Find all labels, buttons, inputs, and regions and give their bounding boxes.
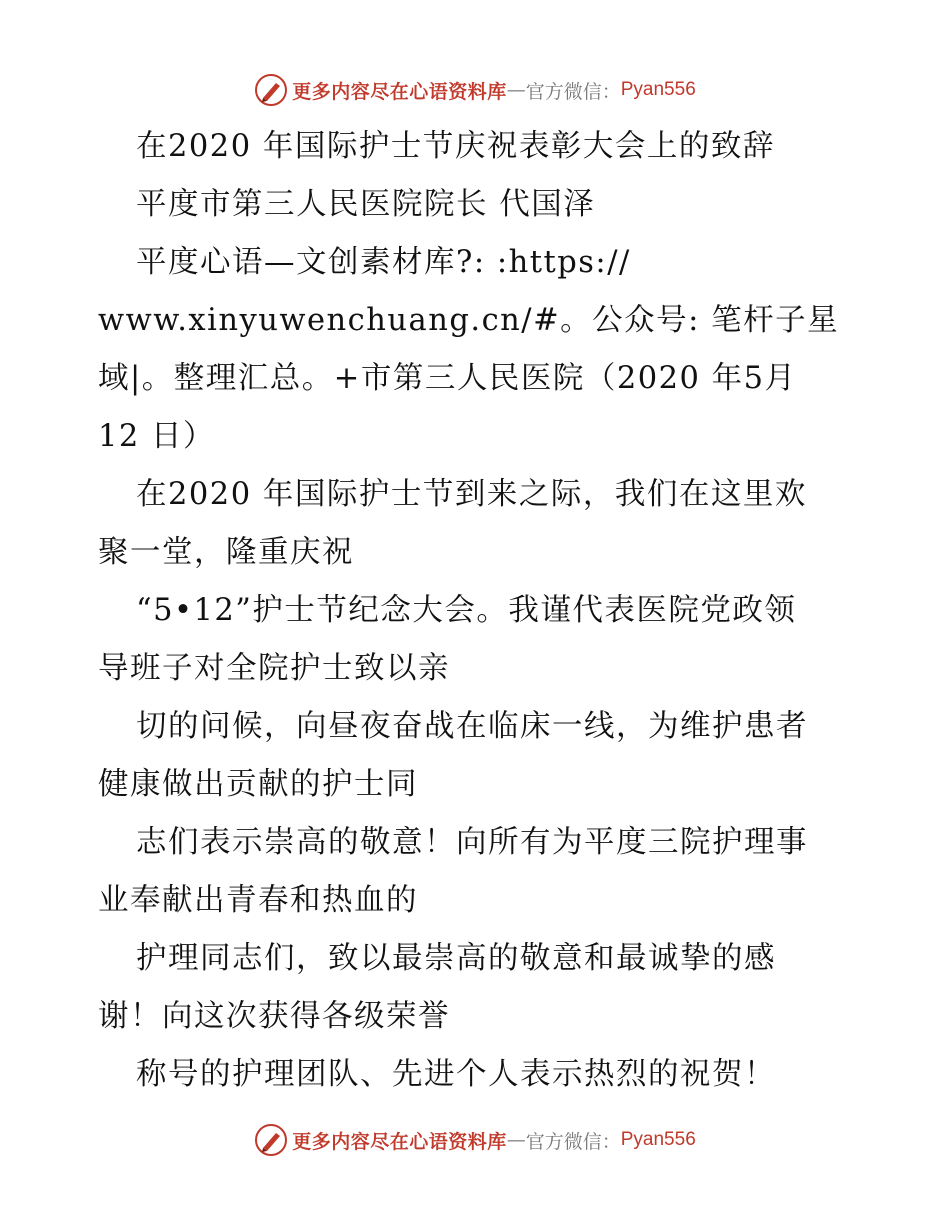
doc-author: 平度市第三人民医院院长 代国泽 <box>136 187 596 222</box>
banner-text: 更多内容尽在心语资料库 <box>292 1130 507 1153</box>
doc-line: 平度心语—文创素材库?: :https:// <box>136 245 631 280</box>
doc-line: “5•12”护士节纪念大会。我谨代表医院党政领 <box>136 593 797 628</box>
document-body <box>98 118 878 1104</box>
banner-separator: — <box>506 79 526 101</box>
doc-line: 聚一堂，隆重庆祝 <box>98 535 354 570</box>
doc-line: 切的问候，向昼夜奋战在临床一线，为维护患者 <box>136 709 808 744</box>
header-banner <box>0 70 950 110</box>
pen-logo-icon <box>254 1123 288 1157</box>
doc-line: 健康做出贡献的护士同 <box>98 767 418 802</box>
banner-wechat-id: Pyan556 <box>620 1129 696 1150</box>
doc-line: 谢！向这次获得各级荣誉 <box>98 999 450 1034</box>
doc-line: 业奉献出青春和热血的 <box>98 883 418 918</box>
doc-line: 护理同志们，致以最崇高的敬意和最诚挚的感 <box>136 941 776 976</box>
pen-logo-icon <box>254 73 288 107</box>
doc-line: 12 日） <box>98 419 216 454</box>
banner-wechat-id: Pyan556 <box>620 79 696 100</box>
doc-line: 导班子对全院护士致以亲 <box>98 651 450 686</box>
doc-line: 在2020 年国际护士节到来之际，我们在这里欢 <box>136 477 807 512</box>
banner-label: 官方微信： <box>525 1130 621 1153</box>
footer-banner <box>0 1120 950 1160</box>
doc-line: 称号的护理团队、先进个人表示热烈的祝贺！ <box>136 1057 776 1092</box>
doc-line: 域|。整理汇总。+市第三人民医院（2020 年5月 <box>98 361 797 396</box>
doc-line: 志们表示崇高的敬意！向所有为平度三院护理事 <box>136 825 808 860</box>
doc-title: 在2020 年国际护士节庆祝表彰大会上的致辞 <box>136 129 775 164</box>
doc-line: www.xinyuwenchuang.cn/#。公众号: 笔杆子星 <box>98 303 840 338</box>
banner-text: 更多内容尽在心语资料库 <box>292 80 507 103</box>
banner-label: 官方微信： <box>525 80 621 103</box>
banner-separator: — <box>506 1129 526 1151</box>
